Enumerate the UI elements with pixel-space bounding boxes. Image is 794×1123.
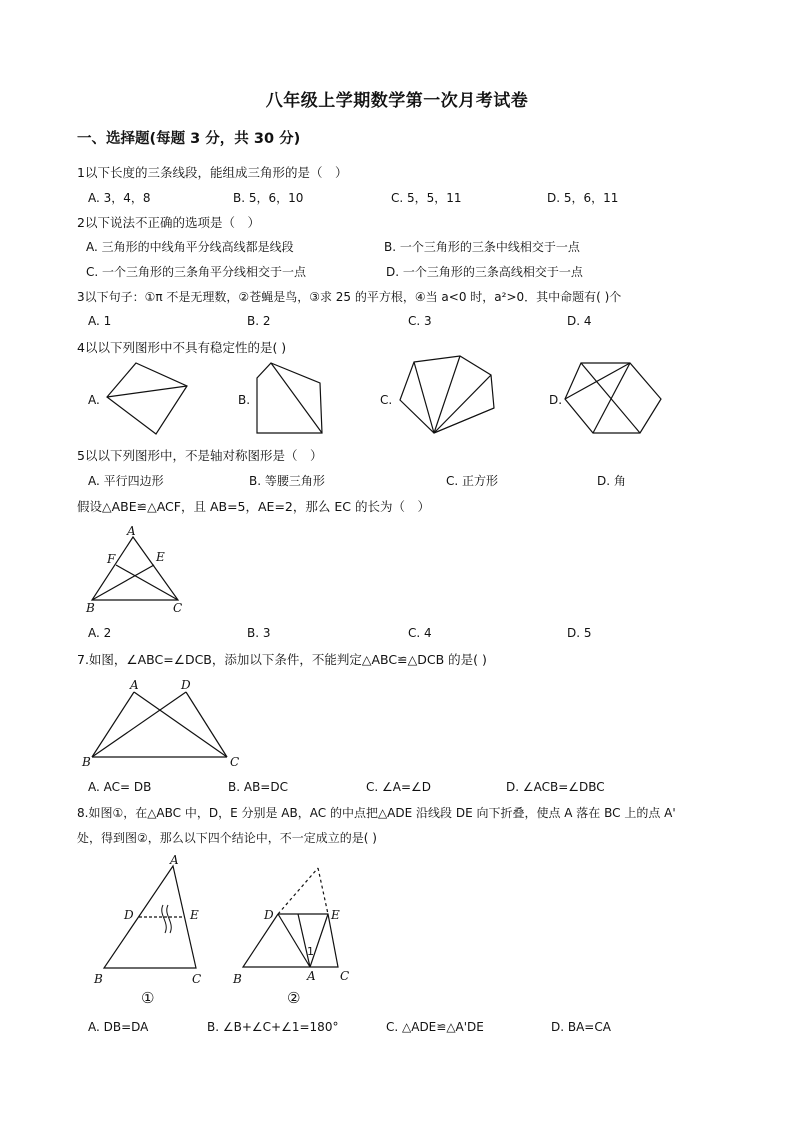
section-heading: 一、选择题(每题 3 分，共 30 分) xyxy=(77,131,301,147)
question-8-stem-continued: 处，得到图②，那么以下四个结论中，不一定成立的是( ) xyxy=(77,831,377,845)
q3-option-d[interactable]: D. 4 xyxy=(567,314,592,328)
q7-label-c: C xyxy=(230,755,240,769)
q3-option-b[interactable]: B. 2 xyxy=(247,314,271,328)
q7-option-c[interactable]: C. ∠A=∠D xyxy=(366,780,432,794)
q8-fig2-label-angle-1: 1 xyxy=(307,945,314,958)
q6-label-c: C xyxy=(173,601,183,615)
q8-fig1-label-d: D xyxy=(124,908,134,922)
q2-option-d[interactable]: D. 一个三角形的三条高线相交于一点 xyxy=(386,265,583,279)
q8-option-b[interactable]: B. ∠B+∠C+∠1=180° xyxy=(207,1020,339,1034)
q8-fig2-label-d: D xyxy=(264,908,274,922)
q8-fig1-caption: ① xyxy=(141,989,155,1007)
q8-fig2-label-b: B xyxy=(233,972,242,986)
q4-option-c[interactable]: C. xyxy=(380,393,393,407)
q8-option-c[interactable]: C. △ADE≌△A'DE xyxy=(386,1020,484,1034)
q7-label-d: D xyxy=(181,678,191,692)
q6-label-f: F xyxy=(107,552,116,566)
q8-option-d[interactable]: D. BA=CA xyxy=(551,1020,611,1034)
q7-label-b: B xyxy=(82,755,91,769)
q8-figure-1 xyxy=(93,853,201,1007)
question-7-stem: 7.如图，∠ABC=∠DCB，添加以下条件，不能判定△ABC≌△DCB 的是( ) xyxy=(77,652,487,667)
q5-option-d[interactable]: D. 角 xyxy=(597,474,626,488)
q1-option-c[interactable]: C. 5，5，11 xyxy=(391,191,462,205)
question-1-stem: 1以下长度的三条线段，能组成三角形的是（ ） xyxy=(77,165,348,180)
question-3-stem: 3以下句子：①π 不是无理数，②苍蝇是鸟，③求 25 的平方根，④当 a<0 时，a²>0．其中命题有( )个 xyxy=(77,290,622,304)
q8-fig1-label-e: E xyxy=(190,908,199,922)
q5-option-b[interactable]: B. 等腰三角形 xyxy=(249,474,325,488)
q2-option-b[interactable]: B. 一个三角形的三条中线相交于一点 xyxy=(384,240,580,254)
q7-option-b[interactable]: B. AB=DC xyxy=(228,780,288,794)
question-4-stem: 4以以下列图形中不具有稳定性的是( ) xyxy=(77,340,287,355)
q4-option-a[interactable]: A. xyxy=(88,393,100,407)
q5-option-a[interactable]: A. 平行四边形 xyxy=(88,474,164,488)
question-6-stem: 假设△ABE≌△ACF，且 AB=5，AE=2，那么 EC 的长为（ ） xyxy=(77,499,430,514)
q6-label-b: B xyxy=(86,601,95,615)
q8-fig1-label-b: B xyxy=(94,972,103,986)
question-2-stem: 2以下说法不正确的选项是（ ） xyxy=(77,215,260,230)
q8-option-a[interactable]: A. DB=DA xyxy=(88,1020,149,1034)
q8-fig2-label-c: C xyxy=(340,969,350,983)
q2-option-a[interactable]: A. 三角形的中线角平分线高线都是线段 xyxy=(86,240,294,254)
question-8-stem: 8.如图①，在△ABC 中，D，E 分别是 AB，AC 的中点把△ADE 沿线段 DE 向下折叠，使点 A 落在 BC 上的点 A' xyxy=(77,806,676,820)
q7-option-d[interactable]: D. ∠ACB=∠DBC xyxy=(506,780,605,794)
q7-option-a[interactable]: A. AC= DB xyxy=(88,780,152,794)
q4-option-b[interactable]: B. xyxy=(238,393,251,407)
q6-label-a: A xyxy=(127,524,136,538)
q6-option-d[interactable]: D. 5 xyxy=(567,626,592,640)
q8-figure-2 xyxy=(232,868,349,1007)
q3-option-a[interactable]: A. 1 xyxy=(88,314,112,328)
q1-option-b[interactable]: B. 5，6，10 xyxy=(233,191,304,205)
page-title: 八年级上学期数学第一次月考试卷 xyxy=(265,91,529,111)
q5-option-c[interactable]: C. 正方形 xyxy=(446,474,499,488)
q8-fig2-label-e: E xyxy=(331,908,340,922)
q6-option-a[interactable]: A. 2 xyxy=(88,626,112,640)
q1-option-a[interactable]: A. 3，4，8 xyxy=(88,191,151,205)
q6-option-c[interactable]: C. 4 xyxy=(408,626,432,640)
q6-label-e: E xyxy=(156,550,165,564)
q8-fig2-label-a: A xyxy=(307,969,316,983)
q4-option-d[interactable]: D. xyxy=(549,393,563,407)
q1-option-d[interactable]: D. 5，6，11 xyxy=(547,191,619,205)
q6-option-b[interactable]: B. 3 xyxy=(247,626,271,640)
q8-fig1-label-c: C xyxy=(192,972,202,986)
q2-option-c[interactable]: C. 一个三角形的三条角平分线相交于一点 xyxy=(86,265,307,279)
q7-label-a: A xyxy=(130,678,139,692)
q8-fig2-caption: ② xyxy=(287,989,301,1007)
q8-fig1-label-a: A xyxy=(170,853,179,867)
question-5-stem: 5以以下列图形中，不是轴对称图形是（ ） xyxy=(77,448,323,463)
q3-option-c[interactable]: C. 3 xyxy=(408,314,432,328)
